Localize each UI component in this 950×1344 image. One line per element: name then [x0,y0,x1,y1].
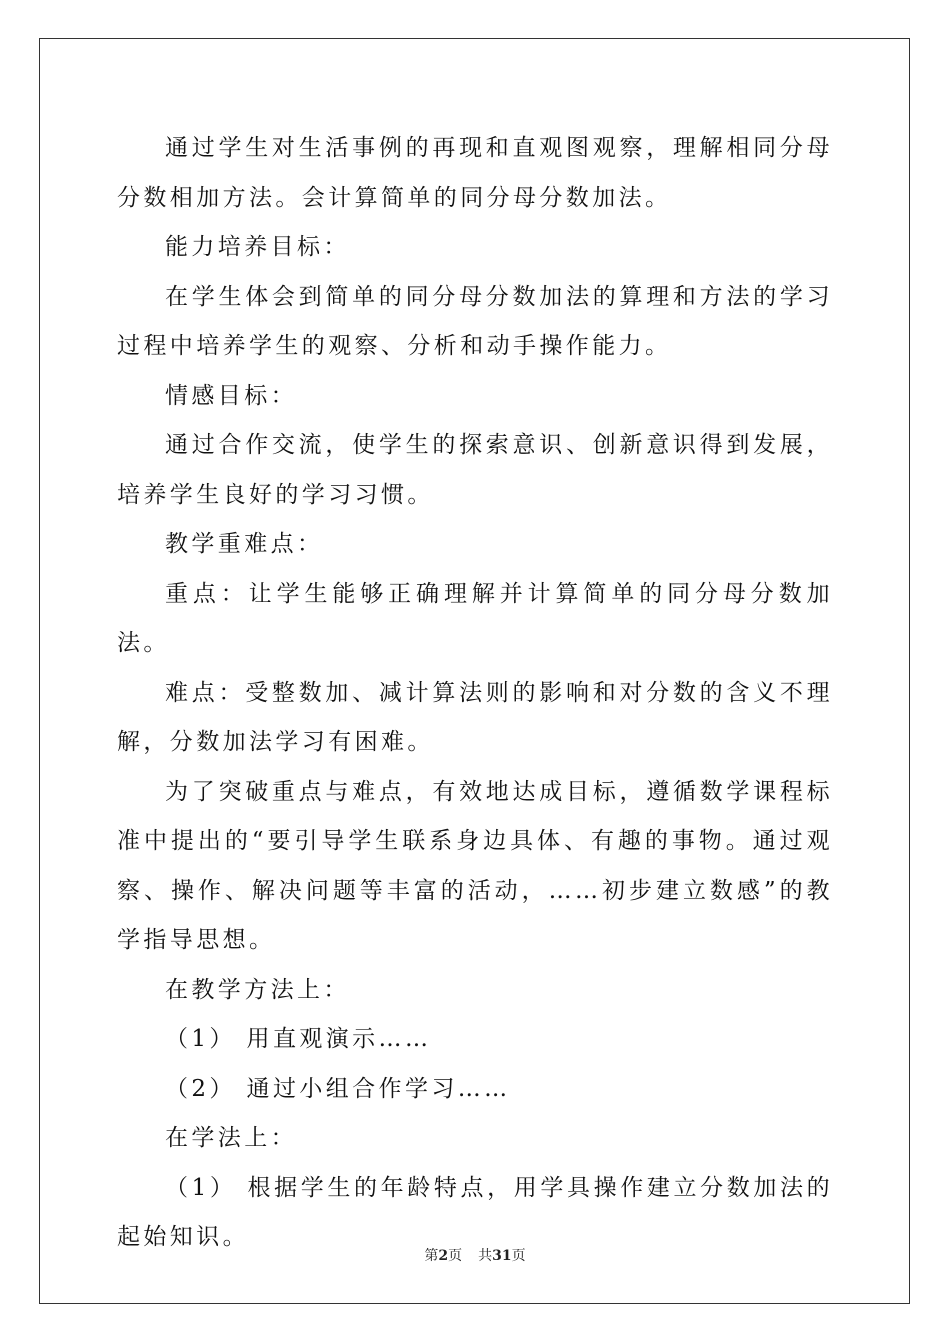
page-footer [0,1245,950,1265]
paragraph-8: 难点：受整数加、减计算法则的影响和对分数的含义不理解，分数加法学习有困难。 [117,679,833,755]
list-item-1: （1） 用直观演示…… [165,1026,432,1052]
paragraph-13-heading: 在学法上： [165,1125,297,1151]
paragraph-10-heading: 在教学方法上： [165,976,350,1003]
footer-total-suffix: 页 [511,1248,526,1264]
footer-page-number: 2 [438,1248,449,1264]
paragraph-1: 通过学生对生活事例的再现和直观图观察，理解相同分母分数相加方法。会计算简单的同分母分数加法。 [117,135,833,211]
paragraph-2-heading: 能力培养目标： [165,234,350,260]
paragraph-6-heading: 教学重难点： [165,531,324,557]
document-body [117,124,833,1263]
footer-page-prefix: 第 [424,1248,439,1264]
paragraph-3: 在学生体会到简单的同分母分数加法的算理和方法的学习过程中培养学生的观察、分析和动手操作能力。 [117,283,833,359]
paragraph-9: 为了突破重点与难点，有效地达成目标，遵循数学课程标准中提出的“要引导学生联系身边具体、有趣的事物。通过观察、操作、解决问题等丰富的活动，……初步建立数感”的教学指导思想。 [117,778,833,953]
paragraph-5: 通过合作交流，使学生的探索意识、创新意识得到发展，培养学生良好的学习习惯。 [117,432,833,508]
footer-total-prefix: 共 [478,1248,493,1264]
paragraph-4-heading: 情感目标： [165,382,297,409]
paragraph-7: 重点：让学生能够正确理解并计算简单的同分母分数加法。 [117,580,833,656]
list-item-2: （2） 通过小组合作学习…… [165,1075,511,1102]
footer-total-pages: 31 [492,1248,512,1264]
footer-page-suffix: 页 [448,1248,463,1264]
list-item-3: （1） 根据学生的年龄特点，用学具操作建立分数加法的起始知识。 [117,1174,833,1250]
